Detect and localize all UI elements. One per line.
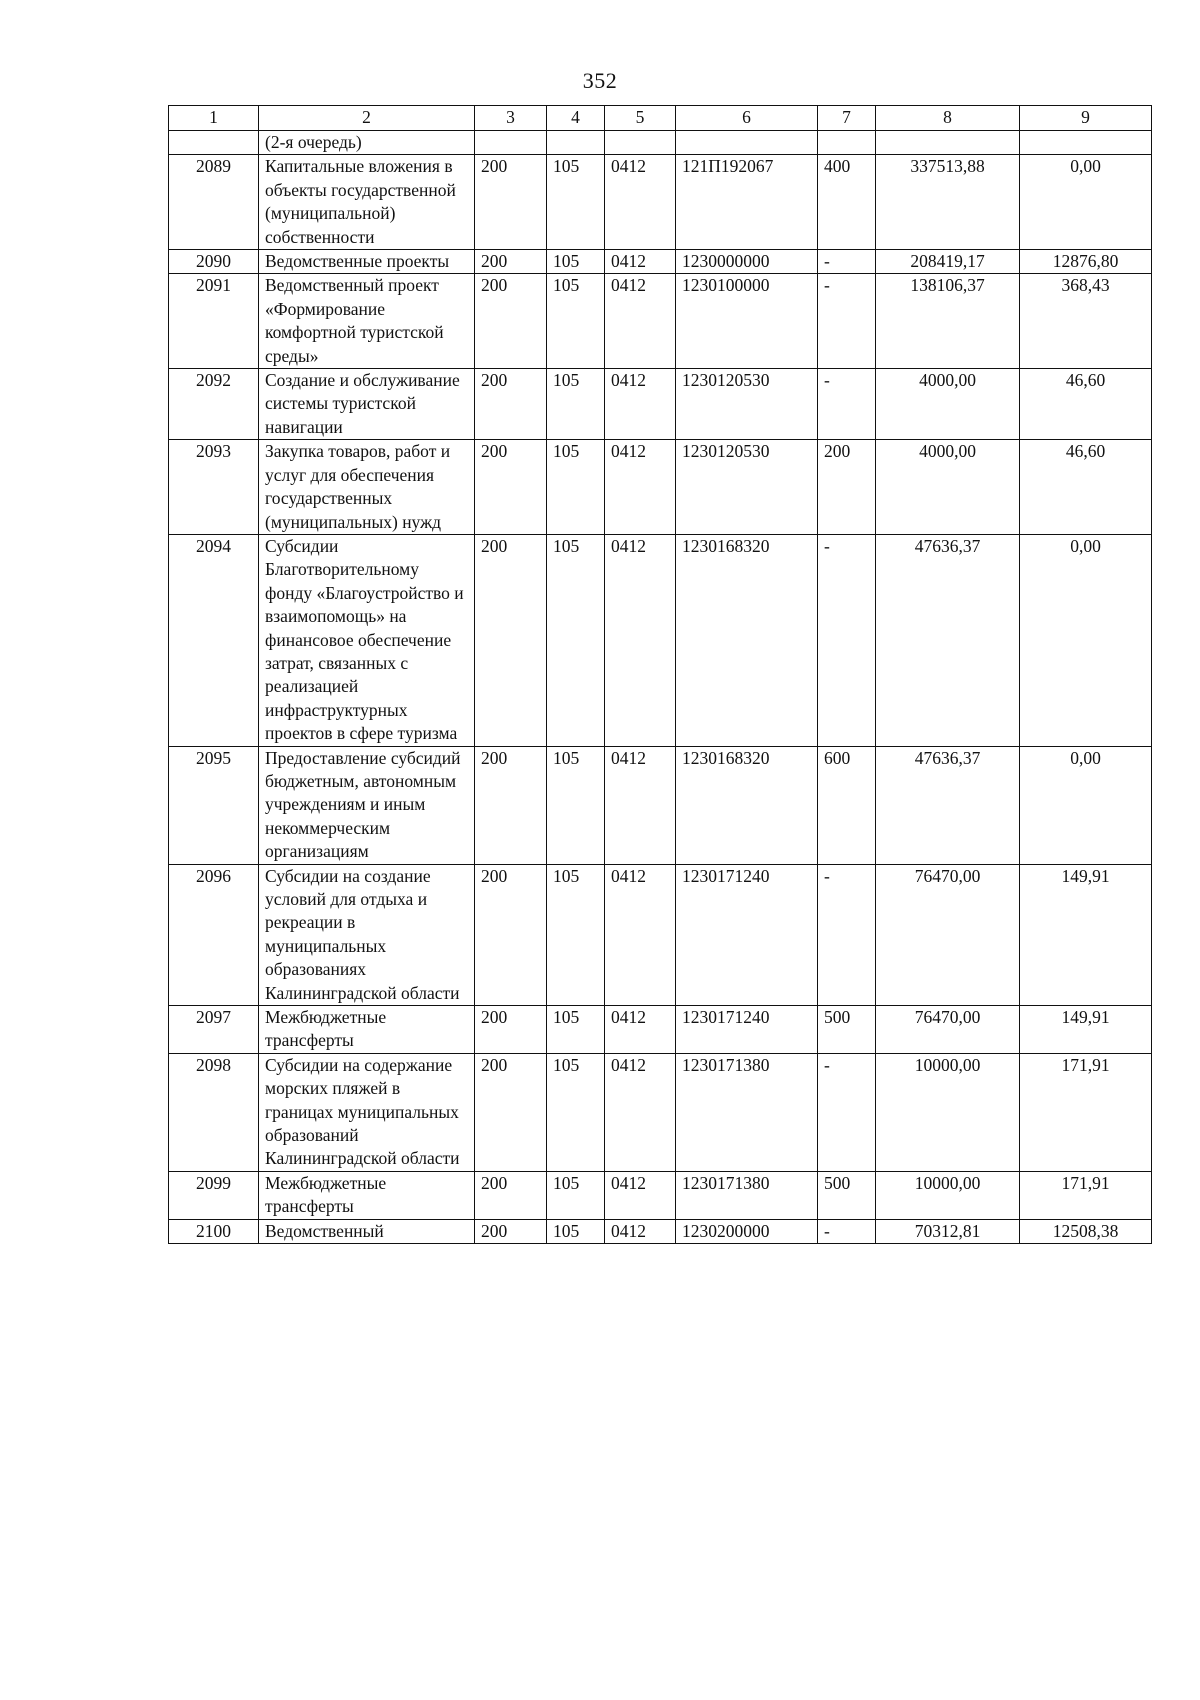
amount-cell: 47636,37 <box>876 534 1020 746</box>
subsection-code-cell: 0412 <box>605 1171 676 1219</box>
item-name-cell: Субсидии на содержание морских пляжей в границах муниципальных образований Калининградской области <box>259 1053 475 1171</box>
table-row <box>169 864 1152 1005</box>
table-row <box>169 155 1152 250</box>
column-header: 3 <box>475 106 547 131</box>
admin-code-cell: 200 <box>475 155 547 250</box>
expense-type-cell: 600 <box>818 746 876 864</box>
column-header: 1 <box>169 106 259 131</box>
amount-cell: 47636,37 <box>876 746 1020 864</box>
executed-amount-cell: 149,91 <box>1020 864 1152 1005</box>
subsection-code-cell: 0412 <box>605 369 676 440</box>
row-number-cell: 2093 <box>169 440 259 535</box>
section-code-cell: 105 <box>547 369 605 440</box>
header-row <box>169 106 1152 131</box>
admin-code-cell: 200 <box>475 1219 547 1243</box>
admin-code-cell: 200 <box>475 274 547 369</box>
item-name-cell: (2-я очередь) <box>259 131 475 155</box>
expense-type-cell: - <box>818 864 876 1005</box>
item-name-cell: Предоставление субсидий бюджетным, автономным учреждениям и иным некоммерческим организациям <box>259 746 475 864</box>
amount-cell: 10000,00 <box>876 1171 1020 1219</box>
target-article-cell: 1230100000 <box>676 274 818 369</box>
subsection-code-cell: 0412 <box>605 274 676 369</box>
item-name-cell: Ведомственный <box>259 1219 475 1243</box>
table-row <box>169 534 1152 746</box>
table-row <box>169 440 1152 535</box>
target-article-cell <box>676 131 818 155</box>
target-article-cell: 1230200000 <box>676 1219 818 1243</box>
row-number-cell: 2098 <box>169 1053 259 1171</box>
row-number-cell: 2100 <box>169 1219 259 1243</box>
subsection-code-cell: 0412 <box>605 1219 676 1243</box>
column-header: 7 <box>818 106 876 131</box>
item-name-cell: Субсидии на создание условий для отдыха и рекреации в муниципальных образованиях Калининградской области <box>259 864 475 1005</box>
section-code-cell: 105 <box>547 1053 605 1171</box>
expense-type-cell: - <box>818 534 876 746</box>
item-name-cell: Субсидии Благотворительному фонду «Благоустройство и взаимопомощь» на финансовое обеспечение затрат, связанных с реализацией инфраструктурных проектов в сфере туризма <box>259 534 475 746</box>
amount-cell <box>876 131 1020 155</box>
table-row <box>169 1006 1152 1054</box>
page-number: 352 <box>582 68 618 93</box>
executed-amount-cell: 171,91 <box>1020 1171 1152 1219</box>
section-code-cell: 105 <box>547 440 605 535</box>
subsection-code-cell: 0412 <box>605 746 676 864</box>
section-code-cell: 105 <box>547 1006 605 1054</box>
table-row <box>169 369 1152 440</box>
column-header: 2 <box>259 106 475 131</box>
executed-amount-cell: 12876,80 <box>1020 250 1152 274</box>
amount-cell: 10000,00 <box>876 1053 1020 1171</box>
admin-code-cell: 200 <box>475 1171 547 1219</box>
subsection-code-cell: 0412 <box>605 534 676 746</box>
target-article-cell: 1230168320 <box>676 746 818 864</box>
subsection-code-cell: 0412 <box>605 440 676 535</box>
item-name-cell: Создание и обслуживание системы туристской навигации <box>259 369 475 440</box>
admin-code-cell: 200 <box>475 864 547 1005</box>
target-article-cell: 1230120530 <box>676 369 818 440</box>
admin-code-cell: 200 <box>475 369 547 440</box>
amount-cell: 208419,17 <box>876 250 1020 274</box>
expense-type-cell: 500 <box>818 1006 876 1054</box>
item-name-cell: Закупка товаров, работ и услуг для обеспечения государственных (муниципальных) нужд <box>259 440 475 535</box>
expense-type-cell: - <box>818 1219 876 1243</box>
row-number-cell: 2089 <box>169 155 259 250</box>
executed-amount-cell: 12508,38 <box>1020 1219 1152 1243</box>
amount-cell: 138106,37 <box>876 274 1020 369</box>
item-name-cell: Межбюджетные трансферты <box>259 1006 475 1054</box>
expense-type-cell: 200 <box>818 440 876 535</box>
table-row <box>169 1053 1152 1171</box>
budget-table <box>168 105 1152 1244</box>
item-name-cell: Капитальные вложения в объекты государственной (муниципальной) собственности <box>259 155 475 250</box>
row-number-cell: 2095 <box>169 746 259 864</box>
row-number-cell: 2097 <box>169 1006 259 1054</box>
executed-amount-cell: 0,00 <box>1020 746 1152 864</box>
executed-amount-cell: 46,60 <box>1020 440 1152 535</box>
item-name-cell: Межбюджетные трансферты <box>259 1171 475 1219</box>
subsection-code-cell: 0412 <box>605 1053 676 1171</box>
admin-code-cell: 200 <box>475 746 547 864</box>
amount-cell: 70312,81 <box>876 1219 1020 1243</box>
table-row <box>169 746 1152 864</box>
admin-code-cell: 200 <box>475 250 547 274</box>
section-code-cell: 105 <box>547 864 605 1005</box>
admin-code-cell: 200 <box>475 534 547 746</box>
executed-amount-cell: 149,91 <box>1020 1006 1152 1054</box>
target-article-cell: 1230000000 <box>676 250 818 274</box>
row-number-cell: 2099 <box>169 1171 259 1219</box>
subsection-code-cell <box>605 131 676 155</box>
expense-type-cell: 500 <box>818 1171 876 1219</box>
item-name-cell: Ведомственные проекты <box>259 250 475 274</box>
amount-cell: 4000,00 <box>876 369 1020 440</box>
section-code-cell: 105 <box>547 1171 605 1219</box>
target-article-cell: 121П192067 <box>676 155 818 250</box>
expense-type-cell <box>818 131 876 155</box>
target-article-cell: 1230171240 <box>676 864 818 1005</box>
section-code-cell: 105 <box>547 155 605 250</box>
admin-code-cell <box>475 131 547 155</box>
target-article-cell: 1230120530 <box>676 440 818 535</box>
executed-amount-cell: 46,60 <box>1020 369 1152 440</box>
row-number-cell: 2094 <box>169 534 259 746</box>
expense-type-cell: - <box>818 1053 876 1171</box>
subsection-code-cell: 0412 <box>605 864 676 1005</box>
row-number-cell: 2096 <box>169 864 259 1005</box>
target-article-cell: 1230171240 <box>676 1006 818 1054</box>
section-code-cell: 105 <box>547 534 605 746</box>
expense-type-cell: - <box>818 369 876 440</box>
amount-cell: 4000,00 <box>876 440 1020 535</box>
table-row <box>169 131 1152 155</box>
table-row <box>169 1171 1152 1219</box>
executed-amount-cell: 368,43 <box>1020 274 1152 369</box>
executed-amount-cell: 0,00 <box>1020 155 1152 250</box>
amount-cell: 76470,00 <box>876 1006 1020 1054</box>
section-code-cell: 105 <box>547 1219 605 1243</box>
row-number-cell: 2090 <box>169 250 259 274</box>
item-name-cell: Ведомственный проект «Формирование комфортной туристской среды» <box>259 274 475 369</box>
section-code-cell: 105 <box>547 274 605 369</box>
admin-code-cell: 200 <box>475 440 547 535</box>
column-header: 6 <box>676 106 818 131</box>
expense-type-cell: 400 <box>818 155 876 250</box>
row-number-cell: 2092 <box>169 369 259 440</box>
amount-cell: 337513,88 <box>876 155 1020 250</box>
table-row <box>169 274 1152 369</box>
table-row <box>169 250 1152 274</box>
section-code-cell: 105 <box>547 746 605 864</box>
target-article-cell: 1230171380 <box>676 1053 818 1171</box>
executed-amount-cell: 0,00 <box>1020 534 1152 746</box>
expense-type-cell: - <box>818 274 876 369</box>
admin-code-cell: 200 <box>475 1006 547 1054</box>
column-header: 8 <box>876 106 1020 131</box>
column-header: 9 <box>1020 106 1152 131</box>
executed-amount-cell: 171,91 <box>1020 1053 1152 1171</box>
subsection-code-cell: 0412 <box>605 1006 676 1054</box>
table-row <box>169 1219 1152 1243</box>
row-number-cell <box>169 131 259 155</box>
executed-amount-cell <box>1020 131 1152 155</box>
amount-cell: 76470,00 <box>876 864 1020 1005</box>
subsection-code-cell: 0412 <box>605 250 676 274</box>
expense-type-cell: - <box>818 250 876 274</box>
admin-code-cell: 200 <box>475 1053 547 1171</box>
row-number-cell: 2091 <box>169 274 259 369</box>
target-article-cell: 1230171380 <box>676 1171 818 1219</box>
column-header: 4 <box>547 106 605 131</box>
target-article-cell: 1230168320 <box>676 534 818 746</box>
subsection-code-cell: 0412 <box>605 155 676 250</box>
section-code-cell <box>547 131 605 155</box>
section-code-cell: 105 <box>547 250 605 274</box>
table-body <box>169 106 1152 1244</box>
column-header: 5 <box>605 106 676 131</box>
